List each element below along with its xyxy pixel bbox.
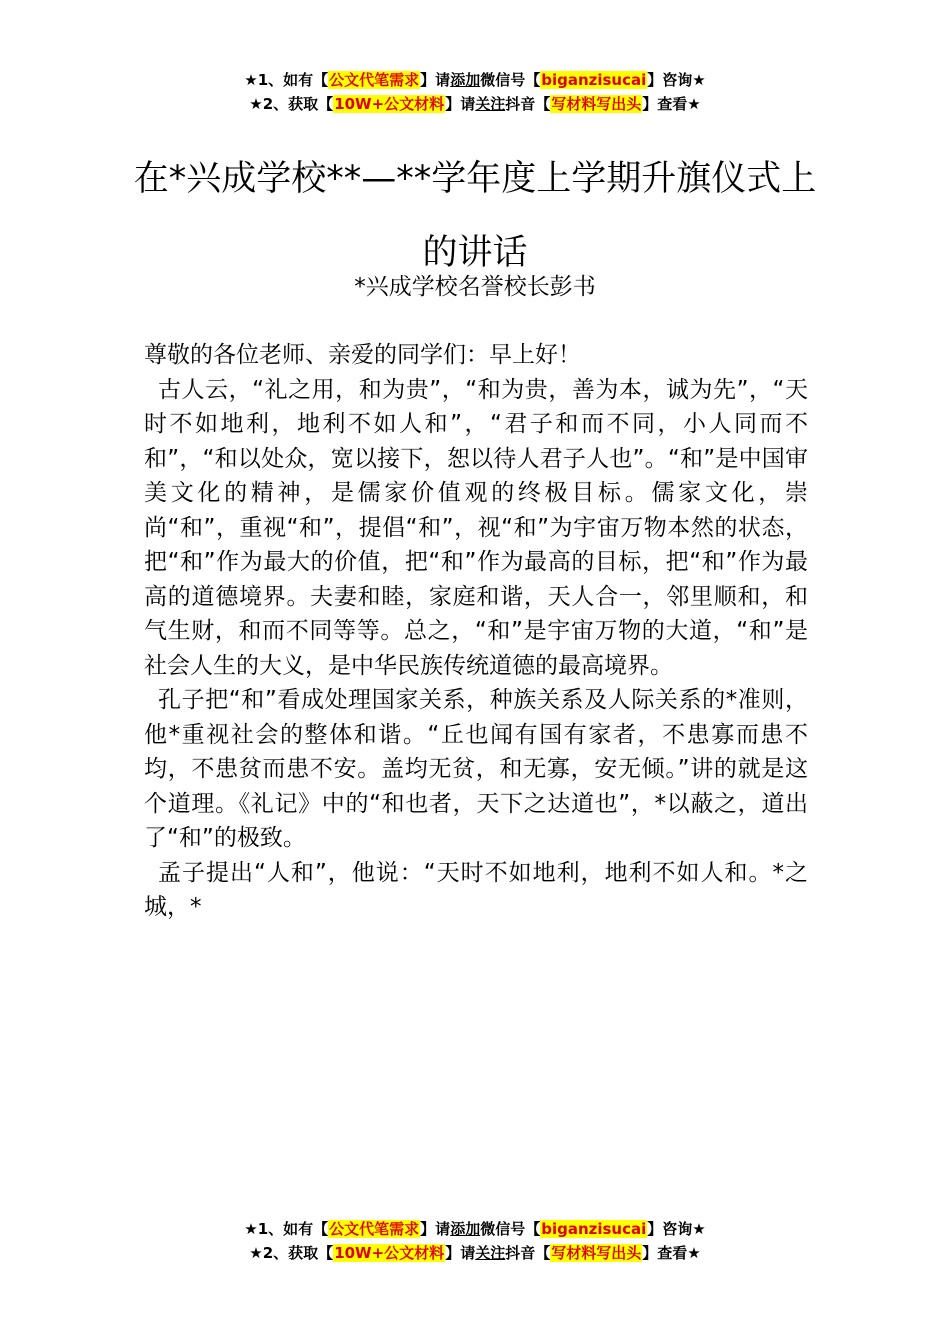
banner-line-1 — [0, 1217, 950, 1241]
banner-underlined-text: 添加 — [450, 1220, 481, 1238]
banner-text: 】请 — [420, 71, 451, 89]
banner-text: 】查看★ — [642, 1244, 701, 1262]
banner-highlight: biganzisucai — [541, 71, 647, 89]
banner-text: 】请 — [445, 1244, 476, 1262]
banner-text: ★2、获取【 — [249, 1244, 334, 1262]
document-author: *兴成学校名誉校长彭书 — [354, 274, 596, 300]
banner-text: 抖音【 — [505, 1244, 551, 1262]
banner-text: ★1、如有【 — [244, 1220, 329, 1238]
banner-highlight: 写材料写出头 — [551, 95, 642, 113]
body-paragraph: 孔子把“和”看成处理国家关系，种族关系及人际关系的*准则，他*重视社会的整体和谐。“丘也闻有国有家者，不患寡而患不均，不患贫而患不安。盖均无贫，和无寡，安无倾。”讲的就是这个道理。《礼记》中的“和也者，天下之达道也”，*以蔽之，道出了“和”的极致。 — [144, 687, 808, 851]
banner-underlined-text: 关注 — [475, 1244, 506, 1262]
body-paragraph: 孟子提出“人和”，他说：“天时不如地利，地利不如人和。*之城，* — [144, 859, 808, 920]
banner-text: 微信号【 — [480, 71, 541, 89]
banner-underlined-text: 添加 — [450, 71, 481, 89]
banner-text: 】请 — [420, 1220, 451, 1238]
header-banner — [0, 68, 950, 116]
banner-highlight: 写材料写出头 — [551, 1244, 642, 1262]
banner-line-1 — [0, 68, 950, 92]
greeting: 尊敬的各位老师、亲爱的同学们：早上好！ — [144, 342, 581, 368]
banner-line-2 — [0, 92, 950, 116]
document-title: 在*兴成学校**—**学年度上学期升旗仪式上的讲话 — [133, 159, 817, 273]
banner-text: 抖音【 — [505, 95, 551, 113]
banner-highlight: 10W+公文材料 — [334, 95, 445, 113]
document-body — [144, 338, 808, 925]
banner-text: 】请 — [445, 95, 476, 113]
banner-underlined-text: 关注 — [475, 95, 506, 113]
banner-text: ★2、获取【 — [249, 95, 334, 113]
banner-text: 微信号【 — [480, 1220, 541, 1238]
banner-highlight: 公文代笔需求 — [329, 71, 420, 89]
banner-text: 】咨询★ — [647, 1220, 706, 1238]
banner-text: ★1、如有【 — [244, 71, 329, 89]
banner-highlight: 10W+公文材料 — [334, 1244, 445, 1262]
banner-text: 】查看★ — [642, 95, 701, 113]
footer-banner — [0, 1217, 950, 1265]
banner-highlight: biganzisucai — [541, 1220, 647, 1238]
banner-line-2 — [0, 1241, 950, 1265]
banner-highlight: 公文代笔需求 — [329, 1220, 420, 1238]
body-paragraph: 古人云，“礼之用，和为贵”，“和为贵，善为本，诚为先”，“天时不如地利，地利不如人和”，“君子和而不同，小人同而不和”，“和以处众，宽以接下，恕以待人君子人也”。“和”是中国审美文化的精神，是儒家价值观的终极目标。儒家文化，崇尚“和”，重视“和”，提倡“和”，视“和”为宇宙万物本然的状态，把“和”作为最大的价值，把“和”作为最高的目标，把“和”作为最高的道德境界。夫妻和睦，家庭和谐，天人合一，邻里顺和，和气生财，和而不同等等。总之，“和”是宇宙万物的大道，“和”是社会人生的大义，是中华民族传统道德的最高境界。 — [144, 376, 808, 679]
banner-text: 】咨询★ — [647, 71, 706, 89]
